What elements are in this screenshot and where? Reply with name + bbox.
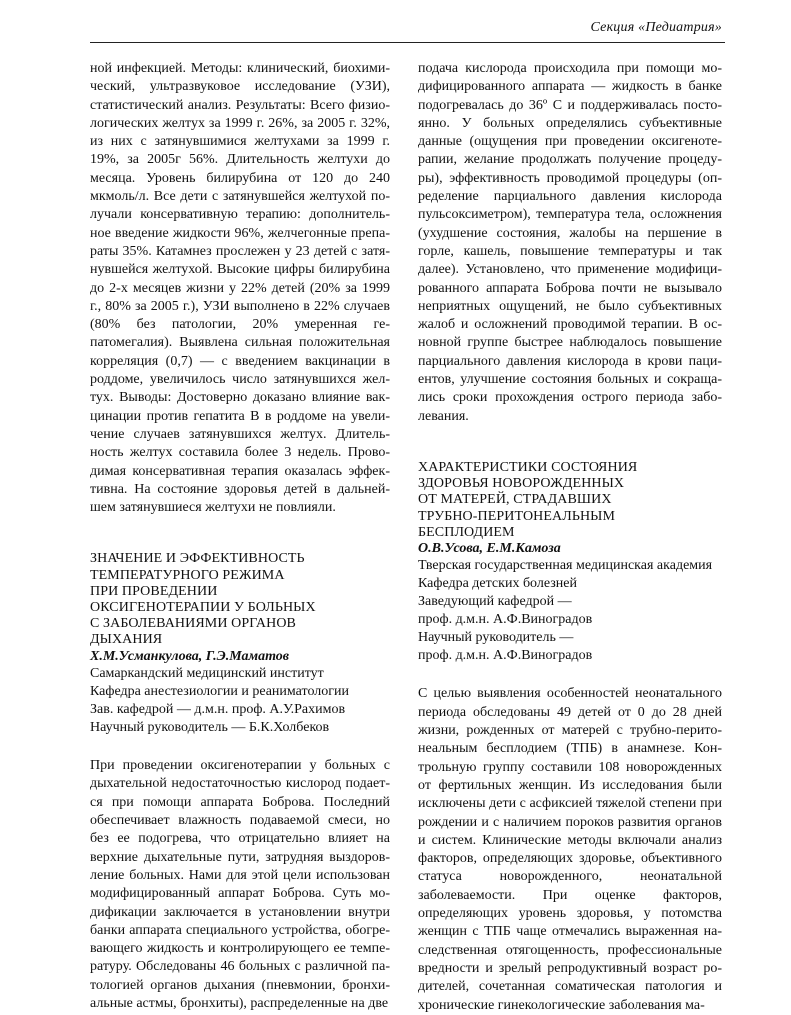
left-column xyxy=(90,60,390,1013)
affiliation-line: Научный руководитель — xyxy=(418,630,574,646)
affiliation-line: проф. д.м.н. А.Ф.Виноградов xyxy=(418,612,593,628)
affiliation-line: Кафедра анестезиологии и реаниматологии xyxy=(90,684,349,700)
article-authors: О.В.Усова, Е.М.Камоза xyxy=(418,540,561,556)
title-line: С ЗАБОЛЕВАНИЯМИ ОРГАНОВ xyxy=(90,616,296,632)
affiliation-line: Научный руководитель — Б.К.Холбеков xyxy=(90,720,330,736)
right-column xyxy=(418,60,722,1015)
continued-paragraph: ной инфекцией. Методы: клинический, биохимический, ультразвуковое исследование (УЗИ), статистический анализ. Результаты: Всего физиологических желтух за 1999 г. 26%, за 2005 г. 32%, из них с затянувшимися желтухами за 1999 г. 19%, за 2005г 56%. Длительность желтухи до месяца. Уровень билирубина от 120 до 240 мкмоль/л. Все дети с затянувшейся желтухой получали консервативную терапию: дополнительное введение жидкости 96%, желчегонные препараты 35%. Катамнез прослежен у 23 детей с затянувшейся желтухой. Высокие цифры билирубина до 2-х месяцев жизни у 22% детей (20% за 1999 г., 80% за 2005 г.), УЗИ выполнено в 22% случаев (80% без патологии, 20% умеренная гепатомегалия). Выявлена сильная положительная корреляция (0,7) — с введением вакцинации в роддоме, увеличилось число затянувшихся желтух. Выводы: Достоверно доказано влияние вакцинации против гепатита В в роддоме на увеличение случаев затянувшихся желтух. Длительность желтух составила более 3 недель. Проводимая консервативная терапия оказалась эффективна. На состояние здоровья детей в дальнейшем затянувшиеся желтухи не повлияли. xyxy=(90,61,390,516)
title-line: ЗДОРОВЬЯ НОВОРОЖДЕННЫХ xyxy=(418,476,625,492)
article-body: При проведении оксигенотерапии у больных с дыхательной недостаточностью кислород подается при помощи аппарата Боброва. Последний обеспечивает влажность подаваемой смеси, но без ее подогрева, что отрицательно влияет на верхние дыхательные пути, затрудняя выздоровление больных. Нами для этой цели использован модифицированный аппарат Боброва. Суть модификации заключается в установлении внутри банки аппарата специального устройства, обогревающего жидкость и контролирующего ее температуру. Обследованы 46 больных с различной патологией органов дыхания (пневмонии, бронхиальные астмы, бронхиты), распределенные на две xyxy=(90,758,390,1011)
affiliation-line: Самаркандский медицинский институт xyxy=(90,666,324,682)
article-affiliation xyxy=(90,665,390,737)
title-line: ЗНАЧЕНИЕ И ЭФФЕКТИВНОСТЬ xyxy=(90,551,305,567)
title-line: ХАРАКТЕРИСТИКИ СОСТОЯНИЯ xyxy=(418,459,638,475)
article-body: С целью выявления особенностей неонатального периода обследованы 49 детей от 0 до 28 дней жизни, рожденных от матерей с трубно-перитонеальным бесплодием (ТПБ) в анамнезе. Контрольную группу составили 108 новорожденных от фертильных женщин. Из исследования были исключены дети с асфиксией тяжелой степени при рождении и с наличием пороков развития органов и систем. Клинические методы включали анализ факторов, определяющих здоровье, объективного статуса новорожденного, неонатальной заболеваемости. При оценке факторов, определяющих уровень здоровья, у потомства женщин с ТПБ чаще отмечались выраженная наследственная отягощенность, профессиональные вредности и зрелый репродуктивный возраст родителей, сочетанная соматическая патология и хронические гинекологические заболевания ма- xyxy=(418,686,722,1013)
title-line: ОКСИГЕНОТЕРАПИИ У БОЛЬНЫХ xyxy=(90,600,316,616)
affiliation-line: Зав. кафедрой — д.м.н. проф. А.У.Рахимов xyxy=(90,702,346,718)
title-line: ПРИ ПРОВЕДЕНИИ xyxy=(90,583,218,599)
article-title xyxy=(90,551,390,648)
title-line: ОТ МАТЕРЕЙ, СТРАДАВШИХ xyxy=(418,492,612,508)
section-title: Секция «Педиатрия» xyxy=(590,20,722,35)
title-line: БЕСПЛОДИЕМ xyxy=(418,524,515,540)
affiliation-line: Кафедра детских болезней xyxy=(418,576,577,592)
article-title xyxy=(418,460,722,541)
title-line: ДЫХАНИЯ xyxy=(90,632,163,648)
continued-paragraph: подача кислорода происходила при помощи модифицированного аппарата — жидкость в банке подогревалась до 36º С и поддерживалась постоянно. У больных определялись субъективные данные (ощущения при проведении оксигенотерапии, желание продолжать получение процедуры), эффективность проводимой процедуры (определение парциального давления кислорода пульсоксиметром), температура тела, осложнения (ухудшение состояния, жалобы на першение в горле, кашель, повышение температуры и так далее). Установлено, что применение модифицированного аппарата Боброва почти не вызывало неприятных ощущений, не было субъективных жалоб и осложнений проводимой терапии. В основной группе быстрее наблюдалось повышение парциального давления кислорода в крови пациентов, улучшение состояния больных и сокращались сроки прохождения острого периода заболевания. xyxy=(418,61,722,424)
article-authors: Х.М.Усманкулова, Г.Э.Маматов xyxy=(90,648,290,664)
title-line: ТЕМПЕРАТУРНОГО РЕЖИМА xyxy=(90,567,285,583)
affiliation-line: Заведующий кафедрой — xyxy=(418,594,572,610)
header-divider xyxy=(90,42,725,43)
affiliation-line: проф. д.м.н. А.Ф.Виноградов xyxy=(418,648,593,664)
article xyxy=(418,460,722,1015)
article-affiliation xyxy=(418,557,722,665)
article xyxy=(90,551,390,1013)
title-line: ТРУБНО-ПЕРИТОНЕАЛЬНЫМ xyxy=(418,508,616,524)
affiliation-line: Тверская государственная медицинская академия xyxy=(418,558,713,574)
